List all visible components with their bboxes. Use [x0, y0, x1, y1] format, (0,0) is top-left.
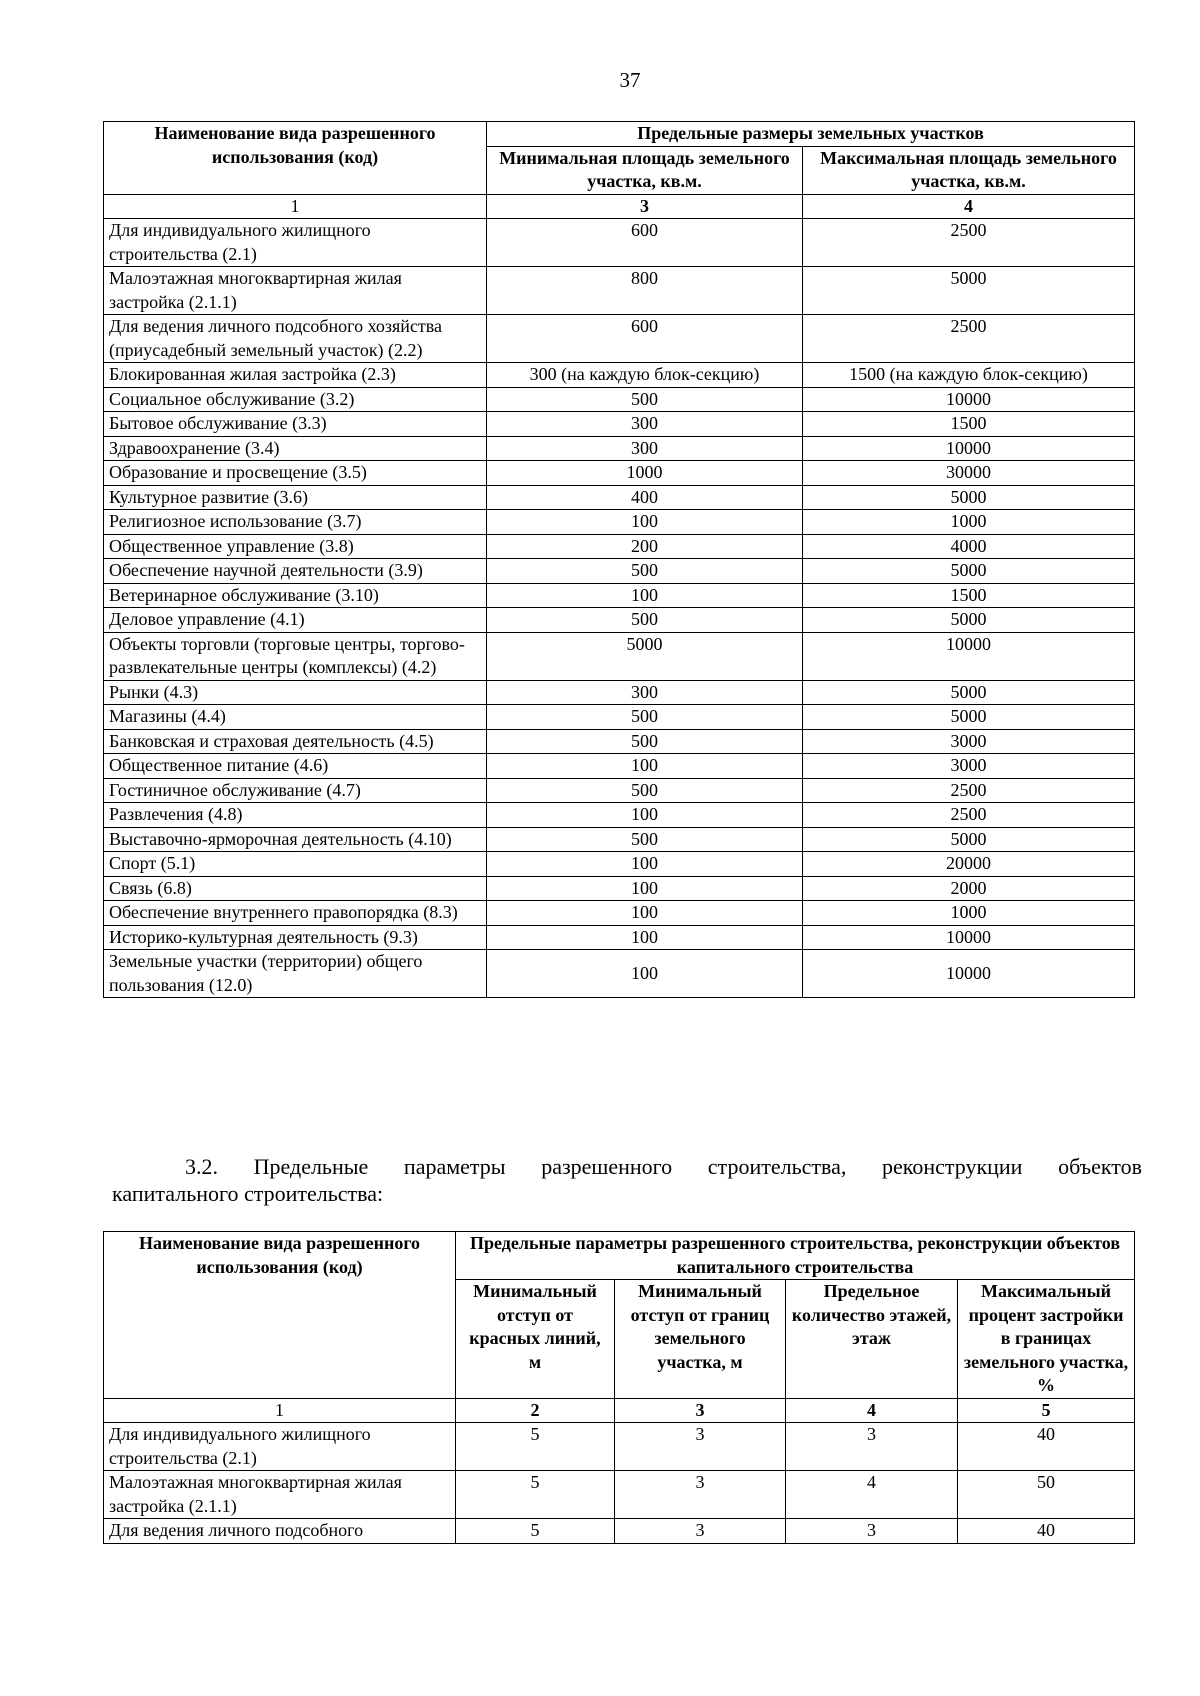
use-name-cell: Обеспечение научной деятельности (3.9) — [104, 559, 487, 584]
table-row — [104, 387, 1135, 412]
use-name-cell: Выставочно-ярморочная деятельность (4.10) — [104, 827, 487, 852]
table-row — [104, 608, 1135, 633]
header-permitted-use: Наименование вида разрешенного использования (код) — [104, 1232, 456, 1399]
header-max-area: Максимальная площадь земельного участка, кв.м. — [803, 146, 1135, 194]
header-plot-size-limits: Предельные размеры земельных участков — [487, 122, 1135, 147]
min-area-cell: 100 — [487, 852, 803, 877]
min-area-cell: 600 — [487, 315, 803, 363]
min-area-cell: 800 — [487, 267, 803, 315]
min-area-cell: 500 — [487, 608, 803, 633]
table-row — [104, 267, 1135, 315]
max-area-cell: 1000 — [803, 901, 1135, 926]
table-row — [104, 1519, 1135, 1544]
use-name-cell: Блокированная жилая застройка (2.3) — [104, 363, 487, 388]
max-area-cell: 5000 — [803, 680, 1135, 705]
min-area-cell: 300 (на каждую блок-секцию) — [487, 363, 803, 388]
max-area-cell: 3000 — [803, 754, 1135, 779]
max-area-cell: 5000 — [803, 705, 1135, 730]
min-area-cell: 100 — [487, 950, 803, 998]
min-area-cell: 100 — [487, 901, 803, 926]
use-name-cell: Развлечения (4.8) — [104, 803, 487, 828]
header-min-setback-red-lines: Минимальный отступ от красных линий, м — [456, 1280, 615, 1399]
table-row — [104, 583, 1135, 608]
floors-cell: 4 — [786, 1471, 958, 1519]
use-name-cell: Земельные участки (территории) общего пользования (12.0) — [104, 950, 487, 998]
min-area-cell: 300 — [487, 680, 803, 705]
section-3-2-paragraph — [112, 1153, 1142, 1207]
use-name-cell: Банковская и страховая деятельность (4.5) — [104, 729, 487, 754]
min-area-cell: 500 — [487, 827, 803, 852]
setback-borders-cell: 3 — [615, 1519, 786, 1544]
min-area-cell: 500 — [487, 559, 803, 584]
max-area-cell: 5000 — [803, 827, 1135, 852]
table-row — [104, 461, 1135, 486]
page-number: 37 — [619, 68, 641, 92]
table-row — [104, 219, 1135, 267]
column-number: 1 — [104, 1398, 456, 1423]
use-name-cell: Историко-культурная деятельность (9.3) — [104, 925, 487, 950]
max-area-cell: 5000 — [803, 485, 1135, 510]
max-area-cell: 1500 (на каждую блок-секцию) — [803, 363, 1135, 388]
table-row — [104, 1471, 1135, 1519]
use-name-cell: Обеспечение внутреннего правопорядка (8.3) — [104, 901, 487, 926]
table-row — [104, 559, 1135, 584]
setback-borders-cell: 3 — [615, 1471, 786, 1519]
max-area-cell: 1500 — [803, 583, 1135, 608]
use-name-cell: Для индивидуального жилищного строительства (2.1) — [104, 219, 487, 267]
use-name-cell: Для ведения личного подсобного — [104, 1519, 456, 1544]
use-name-cell: Деловое управление (4.1) — [104, 608, 487, 633]
max-area-cell: 10000 — [803, 925, 1135, 950]
max-area-cell: 5000 — [803, 267, 1135, 315]
use-name-cell: Здравоохранение (3.4) — [104, 436, 487, 461]
max-area-cell: 2500 — [803, 219, 1135, 267]
min-area-cell: 100 — [487, 876, 803, 901]
use-name-cell: Общественное питание (4.6) — [104, 754, 487, 779]
table-row — [104, 729, 1135, 754]
table-row — [104, 315, 1135, 363]
use-name-cell: Социальное обслуживание (3.2) — [104, 387, 487, 412]
min-area-cell: 200 — [487, 534, 803, 559]
min-area-cell: 100 — [487, 583, 803, 608]
min-area-cell: 500 — [487, 387, 803, 412]
max-area-cell: 1000 — [803, 510, 1135, 535]
column-number: 1 — [104, 194, 487, 219]
min-area-cell: 5000 — [487, 632, 803, 680]
column-number: 3 — [615, 1398, 786, 1423]
min-area-cell: 300 — [487, 436, 803, 461]
column-number-row — [104, 194, 1135, 219]
min-area-cell: 400 — [487, 485, 803, 510]
paragraph-line: капитального строительства: — [112, 1181, 384, 1206]
use-name-cell: Для ведения личного подсобного хозяйства (приусадебный земельный участок) (2.2) — [104, 315, 487, 363]
max-area-cell: 5000 — [803, 608, 1135, 633]
max-area-cell: 10000 — [803, 632, 1135, 680]
max-area-cell: 1500 — [803, 412, 1135, 437]
max-area-cell: 4000 — [803, 534, 1135, 559]
min-area-cell: 300 — [487, 412, 803, 437]
table-row — [104, 632, 1135, 680]
header-permitted-use: Наименование вида разрешенного использования (код) — [104, 122, 487, 195]
min-area-cell: 100 — [487, 754, 803, 779]
use-name-cell: Малоэтажная многоквартирная жилая застройка (2.1.1) — [104, 267, 487, 315]
max-area-cell: 5000 — [803, 559, 1135, 584]
coverage-cell: 50 — [958, 1471, 1135, 1519]
coverage-cell: 40 — [958, 1519, 1135, 1544]
use-name-cell: Магазины (4.4) — [104, 705, 487, 730]
setback-borders-cell: 3 — [615, 1423, 786, 1471]
setback-red-lines-cell: 5 — [456, 1471, 615, 1519]
use-name-cell: Связь (6.8) — [104, 876, 487, 901]
floors-cell: 3 — [786, 1519, 958, 1544]
min-area-cell: 500 — [487, 729, 803, 754]
table-row — [104, 778, 1135, 803]
min-area-cell: 100 — [487, 925, 803, 950]
table-row — [104, 901, 1135, 926]
table-row — [104, 876, 1135, 901]
use-name-cell: Культурное развитие (3.6) — [104, 485, 487, 510]
max-area-cell: 2500 — [803, 778, 1135, 803]
min-area-cell: 500 — [487, 778, 803, 803]
min-area-cell: 100 — [487, 803, 803, 828]
min-area-cell: 500 — [487, 705, 803, 730]
use-name-cell: Малоэтажная многоквартирная жилая застройка (2.1.1) — [104, 1471, 456, 1519]
column-number: 5 — [958, 1398, 1135, 1423]
use-name-cell: Для индивидуального жилищного строительства (2.1) — [104, 1423, 456, 1471]
max-area-cell: 10000 — [803, 950, 1135, 998]
table-row — [104, 705, 1135, 730]
setback-red-lines-cell: 5 — [456, 1519, 615, 1544]
header-min-area: Минимальная площадь земельного участка, кв.м. — [487, 146, 803, 194]
table-row — [104, 925, 1135, 950]
header-max-coverage-percent: Максимальный процент застройки в границах земельного участка, % — [958, 1280, 1135, 1399]
header-min-setback-plot-borders: Минимальный отступ от границ земельного участка, м — [615, 1280, 786, 1399]
min-area-cell: 600 — [487, 219, 803, 267]
use-name-cell: Бытовое обслуживание (3.3) — [104, 412, 487, 437]
max-area-cell: 10000 — [803, 436, 1135, 461]
paragraph-line: 3.2. Предельные параметры разрешенного строительства, реконструкции объектов — [185, 1154, 1142, 1179]
table-row — [104, 412, 1135, 437]
setback-red-lines-cell: 5 — [456, 1423, 615, 1471]
land-plot-size-table — [103, 121, 1135, 998]
table-row — [104, 680, 1135, 705]
coverage-cell: 40 — [958, 1423, 1135, 1471]
min-area-cell: 100 — [487, 510, 803, 535]
max-area-cell: 3000 — [803, 729, 1135, 754]
column-number: 2 — [456, 1398, 615, 1423]
table-row — [104, 436, 1135, 461]
min-area-cell: 1000 — [487, 461, 803, 486]
max-area-cell: 10000 — [803, 387, 1135, 412]
use-name-cell: Рынки (4.3) — [104, 680, 487, 705]
table-row — [104, 754, 1135, 779]
header-construction-limits: Предельные параметры разрешенного строительства, реконструкции объектов капитального строительства — [456, 1232, 1135, 1280]
construction-parameters-table — [103, 1231, 1135, 1544]
use-name-cell: Объекты торговли (торговые центры, торгово- развлекательные центры (комплексы) (4.2) — [104, 632, 487, 680]
floors-cell: 3 — [786, 1423, 958, 1471]
table-row — [104, 852, 1135, 877]
column-number: 3 — [487, 194, 803, 219]
column-number-row — [104, 1398, 1135, 1423]
table-row — [104, 485, 1135, 510]
use-name-cell: Спорт (5.1) — [104, 852, 487, 877]
max-area-cell: 20000 — [803, 852, 1135, 877]
max-area-cell: 2500 — [803, 803, 1135, 828]
table-row — [104, 1423, 1135, 1471]
header-max-floors: Предельное количество этажей, этаж — [786, 1280, 958, 1399]
max-area-cell: 30000 — [803, 461, 1135, 486]
table-row — [104, 803, 1135, 828]
use-name-cell: Ветеринарное обслуживание (3.10) — [104, 583, 487, 608]
use-name-cell: Образование и просвещение (3.5) — [104, 461, 487, 486]
max-area-cell: 2000 — [803, 876, 1135, 901]
max-area-cell: 2500 — [803, 315, 1135, 363]
table-row — [104, 827, 1135, 852]
table-row — [104, 363, 1135, 388]
table-row — [104, 510, 1135, 535]
use-name-cell: Религиозное использование (3.7) — [104, 510, 487, 535]
table-row — [104, 950, 1135, 998]
column-number: 4 — [786, 1398, 958, 1423]
use-name-cell: Общественное управление (3.8) — [104, 534, 487, 559]
column-number: 4 — [803, 194, 1135, 219]
use-name-cell: Гостиничное обслуживание (4.7) — [104, 778, 487, 803]
table-row — [104, 534, 1135, 559]
